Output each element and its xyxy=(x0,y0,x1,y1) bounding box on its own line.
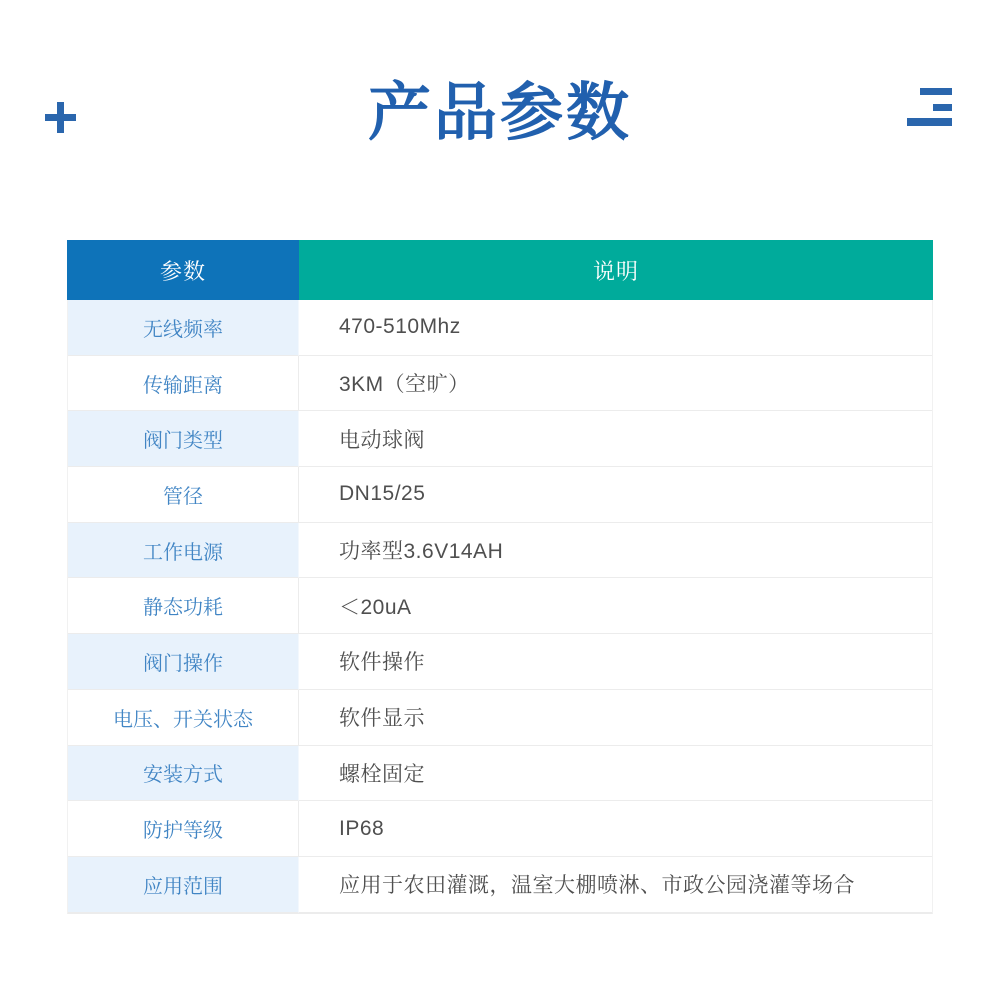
three-bars-icon xyxy=(907,88,952,126)
table-row xyxy=(68,523,932,579)
row-label: 管径 xyxy=(68,467,299,523)
table-row xyxy=(68,356,932,412)
table-body xyxy=(67,300,933,914)
table-row xyxy=(68,634,932,690)
table-row xyxy=(68,467,932,523)
row-value: 软件显示 xyxy=(299,690,932,746)
row-value: 应用于农田灌溉，温室大棚喷淋、市政公园浇灌等场合 xyxy=(299,857,932,913)
table-row xyxy=(68,300,932,356)
page-header xyxy=(0,0,1000,240)
column-header-description: 说明 xyxy=(299,240,933,300)
row-value: IP68 xyxy=(299,801,932,857)
row-value: 软件操作 xyxy=(299,634,932,690)
row-label: 无线频率 xyxy=(68,300,299,356)
row-value: 电动球阀 xyxy=(299,411,932,467)
row-label: 防护等级 xyxy=(68,801,299,857)
spec-table xyxy=(67,240,933,914)
page-title: 产品参数 xyxy=(368,78,632,148)
table-row xyxy=(68,690,932,746)
row-label: 阀门操作 xyxy=(68,634,299,690)
table-header-row xyxy=(67,240,933,300)
row-label: 静态功耗 xyxy=(68,578,299,634)
row-label: 电压、开关状态 xyxy=(68,690,299,746)
table-row xyxy=(68,578,932,634)
row-value: 功率型3.6V14AH xyxy=(299,523,932,579)
column-header-parameter: 参数 xyxy=(67,240,299,300)
row-label: 阀门类型 xyxy=(68,411,299,467)
row-value: 470-510Mhz xyxy=(299,300,932,356)
row-label: 安装方式 xyxy=(68,746,299,802)
table-row xyxy=(68,411,932,467)
row-label: 传输距离 xyxy=(68,356,299,412)
row-value: DN15/25 xyxy=(299,467,932,523)
row-label: 工作电源 xyxy=(68,523,299,579)
row-value: ＜20uA xyxy=(299,578,932,634)
row-value: 螺栓固定 xyxy=(299,746,932,802)
row-value: 3KM（空旷） xyxy=(299,356,932,412)
row-label: 应用范围 xyxy=(68,857,299,913)
table-row xyxy=(68,801,932,857)
table-row xyxy=(68,746,932,802)
table-row xyxy=(68,857,932,913)
